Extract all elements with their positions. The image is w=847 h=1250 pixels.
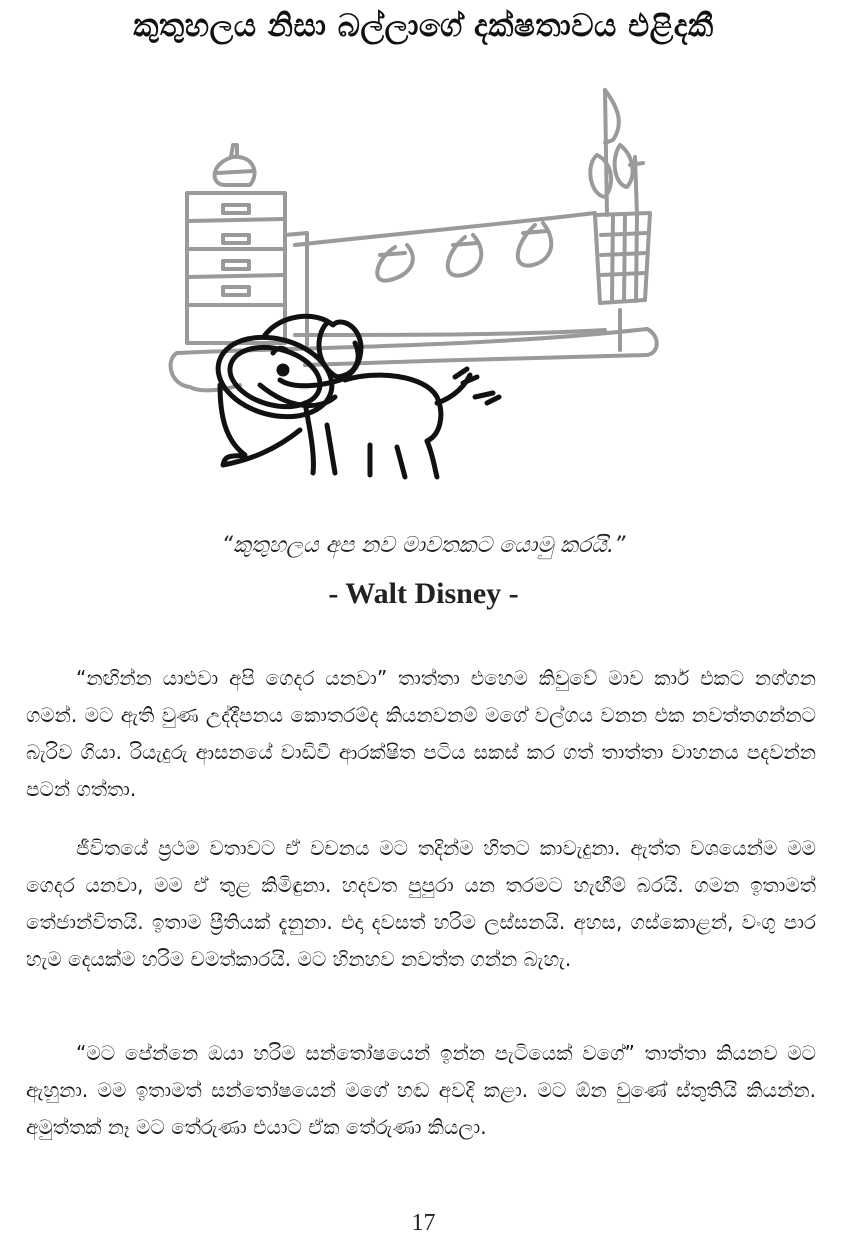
drawer-cabinet-icon (187, 193, 307, 345)
body-paragraph: “නඟින්න යාළුවා අපි ගෙදර යනවා” තාත්තා එහෙම කිවුවේ මාව කාර් එකට නග්ගන ගමන්. මට ඇති වුණ උද්දීපනය කොතරම්ද කියනවනම් මගේ වල්ගය වනන එක නවත්තගන්නට බැරිව ගියා. රියැදුරු ආසනයේ වාඩිවී ආරක්ෂිත පටිය සකස් කර ගත් තාත්තා වාහනය පදවන්න පටන් ගත්තා. (26, 666, 816, 801)
utensil-holder-icon (590, 90, 650, 350)
dog-icon (209, 316, 499, 477)
page-title: කුතුහලය නිසා බල්ලාගේ දක්ෂතාවය එළිදකී (133, 8, 714, 44)
body-paragraph: “මට පේන්නෙ ඔයා හරිම සන්තෝෂයෙන් ඉන්න පැටියෙක් වගේ” තාත්තා කියනව මට ඇහුනා. මම ඉතාමත් සන්තෝෂයෙන් මගේ හඬ අවදි කළා. මට ඕන වුණේ ස්තුතියි කියන්න. අමුත්තක් නෑ මට තේරුණා එයාට ඒක තේරුණා කියලා. (26, 1041, 816, 1139)
onion-jar-icon (215, 145, 255, 185)
dog-in-kitchen-illustration (165, 85, 675, 485)
quote-text: “කුතුහලය අප නව මාවතකට යොමු කරයි.” (221, 533, 626, 558)
quote-author: - Walt Disney - (328, 577, 519, 610)
kitchen-shelf-icon (171, 213, 657, 390)
body-paragraph: ජීවිතයේ ප්‍රථම වතාවට ඒ වචනය මට තදින්ම හිතට කාවැදුනා. ඇත්ත වශයෙන්ම මම ගෙදර යනවා, මම ඒ තුළ කිමිඳුනා. හදවත පුපුරා යන තරමට හැඟීම් බරයි. ගමන ඉතාමත් තේජාන්විතයි. ඉතාම ප්‍රීතියක් දැනුනා. එදා දවසත් හරිම ලස්සනයි. අහස, ගස්කොළන්, වංගු පාර හැම දෙයක්ම හරිම චමත්කාරයි. මට හිනහව නවත්ත ගන්න බැහැ. (26, 836, 816, 971)
page-number: 17 (411, 1210, 436, 1236)
